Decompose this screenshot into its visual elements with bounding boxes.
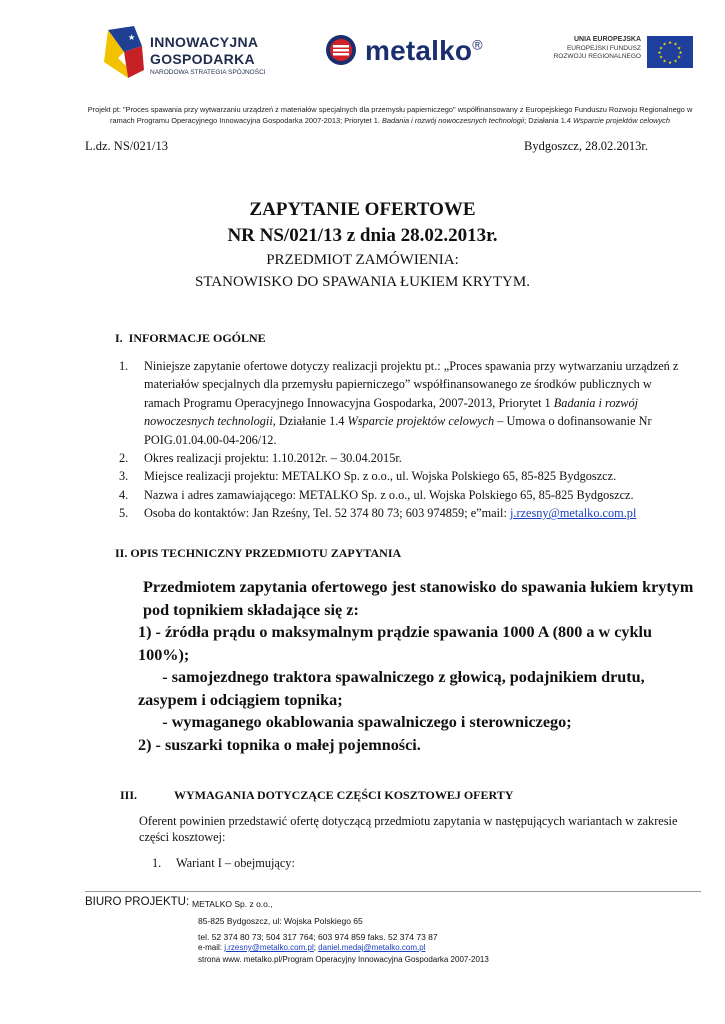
svg-text:★: ★ — [662, 59, 667, 65]
tech-line-intro: Przedmiotem zapytania ofertowego jest stanowisko do spawania łukiem krytym pod topnikiem składające się z: — [143, 578, 694, 619]
contact-email-link[interactable]: j.rzesny@metalko.com.pl — [509, 506, 637, 521]
footer-phones: tel. 52 374 80 73; 504 317 764; 603 974 859 faks. 52 374 73 87 — [198, 932, 438, 942]
section-1-heading: I. INFORMACJE OGÓLNE — [115, 331, 266, 345]
svg-text:★: ★ — [673, 59, 678, 65]
section-3-number: III. — [120, 788, 138, 802]
metalko-logo — [325, 32, 505, 72]
metalko-logo-word: metalko — [365, 35, 473, 66]
footer-label: BIURO PROJEKTU: — [85, 896, 190, 908]
ue-logo-line2: EUROPEJSKI FUNDUSZ — [566, 44, 641, 52]
svg-text:★: ★ — [667, 61, 673, 66]
svg-text:★: ★ — [676, 46, 682, 52]
section-3-heading: WYMAGANIA DOTYCZĄCE CZĘŚCI KOSZTOWEJ OFERTY — [174, 788, 514, 802]
tech-line-tractor: - samojezdnego traktora spawalniczego z głowicą, podajnikiem drutu, zasypem i odciągiem topnika; — [138, 668, 649, 709]
inquiry-number: NR NS/021/13 z dnia 28.02.2013r. — [227, 225, 498, 246]
general-info-list — [119, 357, 689, 523]
footer-company: METALKO Sp. z o.o., — [192, 899, 273, 909]
reference-number: L.dz. NS/021/13 — [85, 139, 168, 153]
footer-divider — [85, 891, 701, 892]
list-item: 2. Okres realizacji projektu: 1.10.2012r. – 30.04.2015r. — [119, 451, 402, 466]
footer-emails: e-mail: j.rzesny@metalko.com.pl; daniel.medaj@metalko.com.pl — [198, 943, 426, 952]
ig-logo-line2: GOSPODARKA — [150, 51, 255, 67]
city-date: Bydgoszcz, 28.02.2013r. — [524, 139, 648, 153]
svg-text:★: ★ — [658, 46, 664, 52]
subject-label: PRZEDMIOT ZAMÓWIENIA: — [266, 252, 459, 268]
svg-text:★: ★ — [673, 42, 678, 48]
ue-logo-line1: UNIA EUROPEJSKA — [573, 36, 641, 43]
metalko-mark-icon — [325, 34, 357, 66]
ue-logo-line3: ROZWOJU REGIONALNEGO — [553, 53, 641, 60]
registered-mark: ® — [472, 36, 483, 53]
list-item: 1. Niniejsze zapytanie ofertowe dotyczy realizacji projektu pt.: „Proces spawania przy wytwarzaniu urządzeń z materiałów specjalnych dla przemysłu papierniczego” współfinansowanego ze środków publicznych w ramach Programu Operacyjnego Innowacyjna Gospodarka, 2007-2013, Priorytet 1 Badania i rozwój nowoczesnych technologii, Działanie 1.4 Wsparcie projektów celowych – Umowa o dofinansowanie Nr POIG.01.04.00-04-206/12. — [119, 359, 679, 447]
tech-line-1: 1) - źródła prądu o maksymalnym prądzie spawania 1000 A (800 a w cyklu 100%); — [138, 623, 652, 664]
svg-text:★: ★ — [658, 55, 664, 61]
tech-line-2: 2) - suszarki topnika o małej pojemności. — [138, 735, 421, 754]
tech-line-cabling: - wymaganego okablowania spawalniczego i sterowniczego; — [138, 713, 572, 731]
eu-flag-icon — [647, 36, 693, 68]
ig-logo-mark-icon — [104, 26, 146, 80]
page-title: ZAPYTANIE OFERTOWE — [249, 199, 476, 220]
footer-email-link-2[interactable]: daniel.medaj@metalko.com.pl — [318, 943, 426, 952]
technical-description — [138, 576, 698, 756]
svg-text:★: ★ — [678, 51, 683, 56]
footer-website: strona www. metalko.pl/Program Operacyjny Innowacyjna Gospodarka 2007-2013 — [198, 955, 489, 964]
project-note: Projekt pt: "Proces spawania przy wytwarzaniu urządzeń z materiałów specjalnych dla przemysłu papierniczego" współfinansowany z Europejskiego Funduszu Rozwoju Regionalnego w ramach Programu Operacyjnego Innowacyjna Gospodarka 2007-2013; Priorytet 1. Badania i rozwój nowoczesnych technologii; Działania 1.4 Wsparcie projektów celowych — [87, 105, 693, 125]
list-item: 5. Osoba do kontaktów: Jan Rześny, Tel. 52 374 80 73; 603 974859; e”mail: j.rzesny@metalko.com.pl — [119, 506, 637, 521]
innowacyjna-gospodarka-logo — [104, 26, 274, 82]
footer-address: 85-825 Bydgoszcz, ul: Wojska Polskiego 65 — [198, 916, 363, 926]
svg-text:★: ★ — [667, 41, 673, 46]
list-item: 4. Nazwa i adres zamawiającego: METALKO Sp. z o.o., ul. Wojska Polskiego 65, 85-825 Bydgoszcz. — [119, 487, 634, 502]
eu-logo — [555, 36, 695, 72]
offer-description: Oferent powinien przedstawić ofertę dotyczącą przedmiotu zapytania w następujących wariantach w zakresie części kosztowej: — [139, 814, 678, 844]
section-2-heading: II. OPIS TECHNICZNY PRZEDMIOTU ZAPYTANIA — [115, 546, 402, 560]
subject-value: STANOWISKO DO SPAWANIA ŁUKIEM KRYTYM. — [195, 274, 530, 290]
ig-logo-line3: NARODOWA STRATEGIA SPÓJNOŚCI — [150, 69, 266, 76]
svg-text:★: ★ — [657, 51, 662, 56]
list-item: 3. Miejsce realizacji projektu: METALKO Sp. z o.o., ul. Wojska Polskiego 65, 85-825 Bydgoszcz. — [119, 469, 617, 484]
ig-logo-line1: INNOWACYJNA — [150, 34, 259, 50]
svg-text:★: ★ — [676, 55, 682, 61]
footer-email-link-1[interactable]: j.rzesny@metalko.com.pl — [224, 943, 314, 952]
svg-text:★: ★ — [662, 42, 667, 48]
variant-item: 1. Wariant I – obejmujący: — [152, 856, 295, 870]
svg-text:★: ★ — [128, 33, 136, 42]
